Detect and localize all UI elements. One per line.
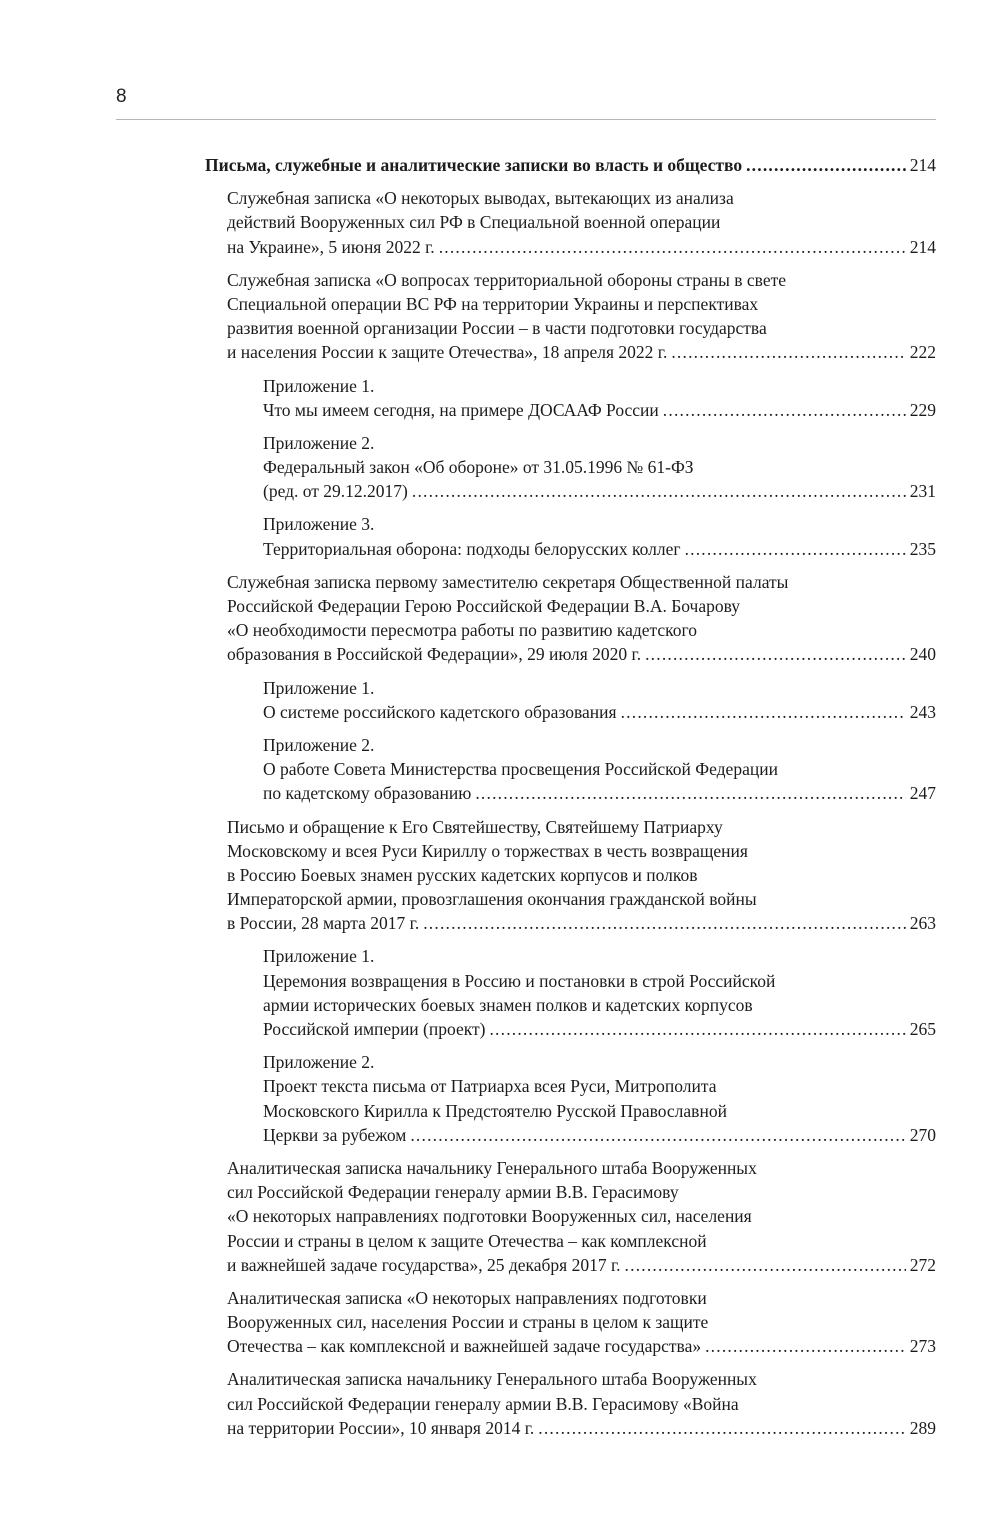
toc-entry-last-line xyxy=(263,781,1000,805)
toc-entry-line: Приложение 2. xyxy=(263,1052,375,1073)
toc-entry-title-end: Письма, служебные и аналитические записки во власть и общество xyxy=(205,155,743,175)
toc-entry-last-line xyxy=(227,340,1000,364)
toc-entry-line: Московскому и всея Руси Кириллу о торжествах в честь возвращения xyxy=(227,840,748,861)
dot-leader xyxy=(625,1253,906,1277)
toc-entry-line: Аналитическая записка начальнику Генерального штаба Вооруженных xyxy=(227,1157,757,1178)
dot-leader xyxy=(489,1017,905,1041)
toc-entry-line: сил Российской Федерации генералу армии В.В. Герасимову xyxy=(227,1182,679,1203)
dot-leader xyxy=(538,1416,905,1440)
toc-entry-line: Федеральный закон «Об обороне» от 31.05.1996 № 61-ФЗ xyxy=(263,457,694,478)
toc-page-number: 229 xyxy=(909,399,936,420)
dot-leader xyxy=(475,781,905,805)
toc-entry-line: «О некоторых направлениях подготовки Вооруженных сил, населения xyxy=(227,1206,752,1227)
toc-entry-title-end: О системе российского кадетского образования xyxy=(263,701,617,722)
toc-entry-line: Приложение 3. xyxy=(263,514,375,535)
toc-entry-line: Церемония возвращения в Россию и постановки в строй Российской xyxy=(263,970,776,991)
toc-entry-last-line xyxy=(227,235,1000,259)
dot-leader xyxy=(621,700,906,724)
toc-entry-last-line xyxy=(227,911,1000,935)
toc-entry-last-line xyxy=(263,1017,1000,1041)
dot-leader xyxy=(410,1123,905,1147)
toc-entry-line: Императорской армии, провозглашения окончания гражданской войны xyxy=(227,889,757,910)
toc-entry-title-end: (ред. от 29.12.2017) xyxy=(263,481,408,502)
dot-leader xyxy=(671,340,905,364)
toc-entry-last-line xyxy=(227,1416,1000,1440)
toc-entry-line: Вооруженных сил, населения России и страны в целом к защите xyxy=(227,1312,709,1333)
toc-entry xyxy=(0,815,1000,936)
toc-page-number: 235 xyxy=(909,538,936,559)
dot-leader xyxy=(705,1334,906,1358)
toc-page-number: 231 xyxy=(909,481,936,502)
toc-page-number: 214 xyxy=(909,155,936,175)
toc-entry-line: Аналитическая записка «О некоторых направлениях подготовки xyxy=(227,1287,707,1308)
toc-entry xyxy=(0,186,1000,259)
toc-appendix-entry xyxy=(0,944,1000,1041)
toc-page-number: 289 xyxy=(909,1417,936,1438)
toc-entry-line: Приложение 1. xyxy=(263,375,375,396)
toc-entry-last-line xyxy=(263,537,1000,561)
dot-leader xyxy=(663,398,906,422)
toc-page-number: 214 xyxy=(909,236,936,257)
toc-entry-line: О работе Совета Министерства просвещения Российской Федерации xyxy=(263,759,778,780)
toc-entry-last-line xyxy=(227,1253,1000,1277)
toc-entry-line: Приложение 2. xyxy=(263,734,375,755)
toc-entry-line: Служебная записка первому заместителю секретаря Общественной палаты xyxy=(227,571,789,592)
toc-entry-title-end: Российской империи (проект) xyxy=(263,1019,486,1039)
toc-entry-line: Служебная записка «О вопросах территориальной обороны страны в свете xyxy=(227,269,787,290)
toc-entry-last-line xyxy=(205,153,1000,177)
toc-appendix-entry xyxy=(0,431,1000,504)
toc-entry xyxy=(0,1367,1000,1440)
toc-entry-last-line xyxy=(263,479,1000,503)
toc-entry-line: развития военной организации России – в части подготовки государства xyxy=(227,318,767,339)
toc-entry-title-end: на территории России», 10 января 2014 г. xyxy=(227,1417,535,1438)
toc-entry-line: Аналитическая записка начальнику Генерального штаба Вооруженных xyxy=(227,1369,757,1390)
toc-entry-last-line xyxy=(263,1123,1000,1147)
toc-entry-line: Письмо и обращение к Его Святейшеству, Святейшему Патриарху xyxy=(227,816,723,837)
toc-entry-line: России и страны в целом к защите Отечества – как комплексной xyxy=(227,1230,707,1251)
dot-leader xyxy=(685,537,906,561)
toc-entry-last-line xyxy=(263,700,1000,724)
toc-entry-title-end: Отечества – как комплексной и важнейшей задаче государства» xyxy=(227,1336,702,1357)
toc-appendix-entry xyxy=(0,1050,1000,1147)
toc-section-heading xyxy=(0,153,1000,177)
toc-entry-last-line xyxy=(227,1334,1000,1358)
toc-entry xyxy=(0,1286,1000,1359)
toc-entry-line: армии исторических боевых знамен полков и кадетских корпусов xyxy=(263,994,753,1015)
toc-page-number: 273 xyxy=(909,1336,936,1357)
toc-entry-title-end: образования в Российской Федерации», 29 июля 2020 г. xyxy=(227,644,642,665)
page-number: 8 xyxy=(116,86,127,107)
toc-appendix-entry xyxy=(0,512,1000,560)
toc-entry-title-end: и важнейшей задаче государства», 25 декабря 2017 г. xyxy=(227,1254,621,1275)
toc-entry-line: Специальной операции ВС РФ на территории Украины и перспективах xyxy=(227,293,759,314)
toc-entry-title-end: Что мы имеем сегодня, на примере ДОСААФ России xyxy=(263,399,659,420)
toc-page-number: 243 xyxy=(909,701,936,722)
toc-entry-last-line xyxy=(263,398,1000,422)
toc-entry-line: Служебная записка «О некоторых выводах, вытекающих из анализа xyxy=(227,188,734,209)
toc-entry-title-end: Территориальная оборона: подходы белорусских коллег xyxy=(263,538,681,559)
toc-entry-title-end: Церкви за рубежом xyxy=(263,1124,407,1145)
toc-page-number: 265 xyxy=(909,1019,936,1039)
toc-appendix-entry xyxy=(0,676,1000,724)
dot-leader xyxy=(645,642,906,666)
toc-appendix-entry xyxy=(0,733,1000,806)
toc-page-number: 247 xyxy=(909,783,936,804)
toc-entry-line: Приложение 1. xyxy=(263,677,375,698)
toc-entry xyxy=(0,1156,1000,1277)
toc-entry-line: Приложение 1. xyxy=(263,946,375,967)
toc-entry-title-end: в России, 28 марта 2017 г. xyxy=(227,913,420,934)
toc-page-number: 270 xyxy=(909,1124,936,1145)
toc-entry-title-end: по кадетскому образованию xyxy=(263,783,472,804)
toc-entry-line: Московского Кирилла к Предстоятелю Русской Православной xyxy=(263,1100,727,1121)
toc-entry-line: Приложение 2. xyxy=(263,432,375,453)
toc-page-number: 263 xyxy=(909,913,936,934)
toc-entry xyxy=(0,570,1000,667)
toc-entry-line: Российской Федерации Герою Российской Федерации В.А. Бочарову xyxy=(227,596,741,616)
dot-leader xyxy=(746,153,906,177)
header-rule xyxy=(116,119,936,120)
toc-entry-line: в Россию Боевых знамен русских кадетских корпусов и полков xyxy=(227,864,698,885)
table-of-contents xyxy=(0,153,1000,1449)
toc-entry xyxy=(0,268,1000,365)
dot-leader xyxy=(439,235,906,259)
toc-entry-line: «О необходимости пересмотра работы по развитию кадетского xyxy=(227,620,697,641)
toc-appendix-entry xyxy=(0,374,1000,422)
toc-page-number: 272 xyxy=(909,1254,936,1275)
toc-entry-last-line xyxy=(227,642,1000,666)
dot-leader xyxy=(423,911,906,935)
toc-entry-title-end: и населения России к защите Отечества», 18 апреля 2022 г. xyxy=(227,342,668,363)
toc-page-number: 222 xyxy=(909,342,936,363)
dot-leader xyxy=(412,479,906,503)
toc-entry-line: действий Вооруженных сил РФ в Специальной военной операции xyxy=(227,212,721,233)
toc-entry-line: сил Российской Федерации генералу армии В.В. Герасимову «Война xyxy=(227,1393,739,1414)
toc-entry-title-end: на Украине», 5 июня 2022 г. xyxy=(227,236,435,257)
toc-page-number: 240 xyxy=(909,644,936,665)
toc-entry-line: Проект текста письма от Патриарха всея Руси, Митрополита xyxy=(263,1076,717,1097)
